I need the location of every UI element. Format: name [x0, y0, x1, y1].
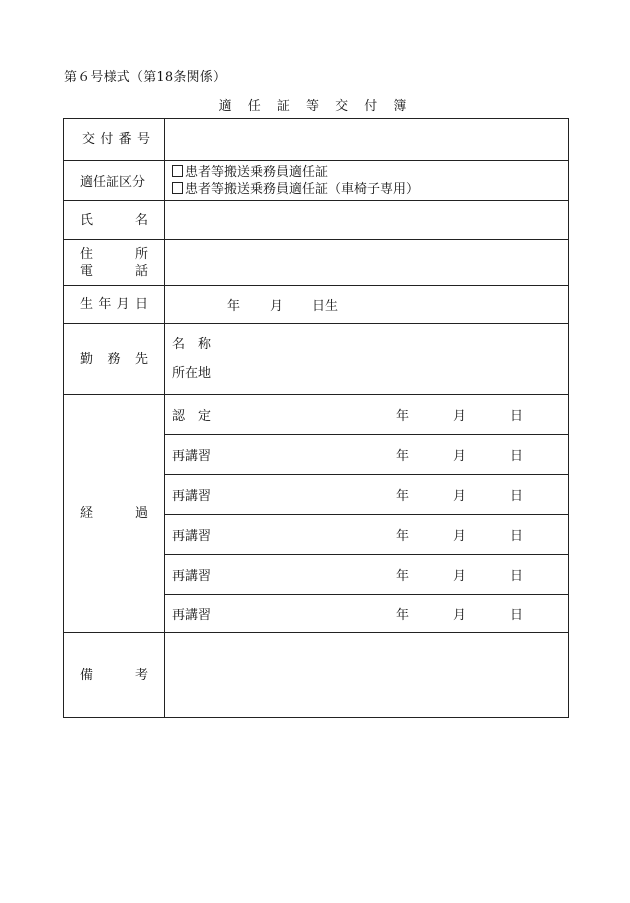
- page-title: 適 任 証 等 交 付 簿: [218, 99, 413, 114]
- register-table: [63, 118, 569, 718]
- name-label: 氏 名: [64, 201, 165, 240]
- history-entry-retraining[interactable]: 再講習 年 月 日: [165, 475, 569, 515]
- address-label: 住 所 電 話: [64, 240, 165, 286]
- cert-type-options: [165, 161, 569, 201]
- history-entry-certification[interactable]: 認 定 年 月 日: [165, 395, 569, 435]
- history-entry-retraining[interactable]: 再講習 年 月 日: [165, 555, 569, 595]
- row-workplace: [64, 324, 569, 395]
- birthdate-label: 生 年 月 日: [64, 286, 165, 324]
- row-issue-number: [64, 119, 569, 161]
- history-row: [64, 395, 569, 435]
- remarks-field[interactable]: [165, 633, 569, 718]
- history-entry-retraining[interactable]: 再講習 年 月 日: [165, 515, 569, 555]
- issue-number-label: 交 付 番 号: [64, 119, 165, 161]
- name-field[interactable]: [165, 201, 569, 240]
- cert-type-label: 適任証区分: [64, 161, 165, 201]
- row-remarks: [64, 633, 569, 718]
- checkbox-icon[interactable]: [172, 182, 183, 194]
- checkbox-icon[interactable]: [172, 165, 183, 177]
- workplace-field[interactable]: 名 称 所在地: [165, 324, 569, 395]
- cert-option-wheelchair[interactable]: 患者等搬送乗務員適任証（車椅子専用）: [172, 181, 568, 198]
- issue-number-field[interactable]: [165, 119, 569, 161]
- row-name: [64, 201, 569, 240]
- row-cert-type: [64, 161, 569, 201]
- history-entry-retraining[interactable]: 再講習 年 月 日: [165, 595, 569, 633]
- row-birthdate: [64, 286, 569, 324]
- row-address: [64, 240, 569, 286]
- remarks-label: 備 考: [64, 633, 165, 718]
- history-entry-retraining[interactable]: 再講習 年 月 日: [165, 435, 569, 475]
- workplace-label: 勤 務 先: [64, 324, 165, 395]
- cert-option-standard[interactable]: 患者等搬送乗務員適任証: [172, 164, 568, 181]
- birthdate-field[interactable]: 年 月 日生: [165, 286, 569, 324]
- address-field[interactable]: [165, 240, 569, 286]
- form-number: 第６号様式（第18条関係）: [64, 70, 227, 85]
- history-label: 経 過: [64, 395, 165, 633]
